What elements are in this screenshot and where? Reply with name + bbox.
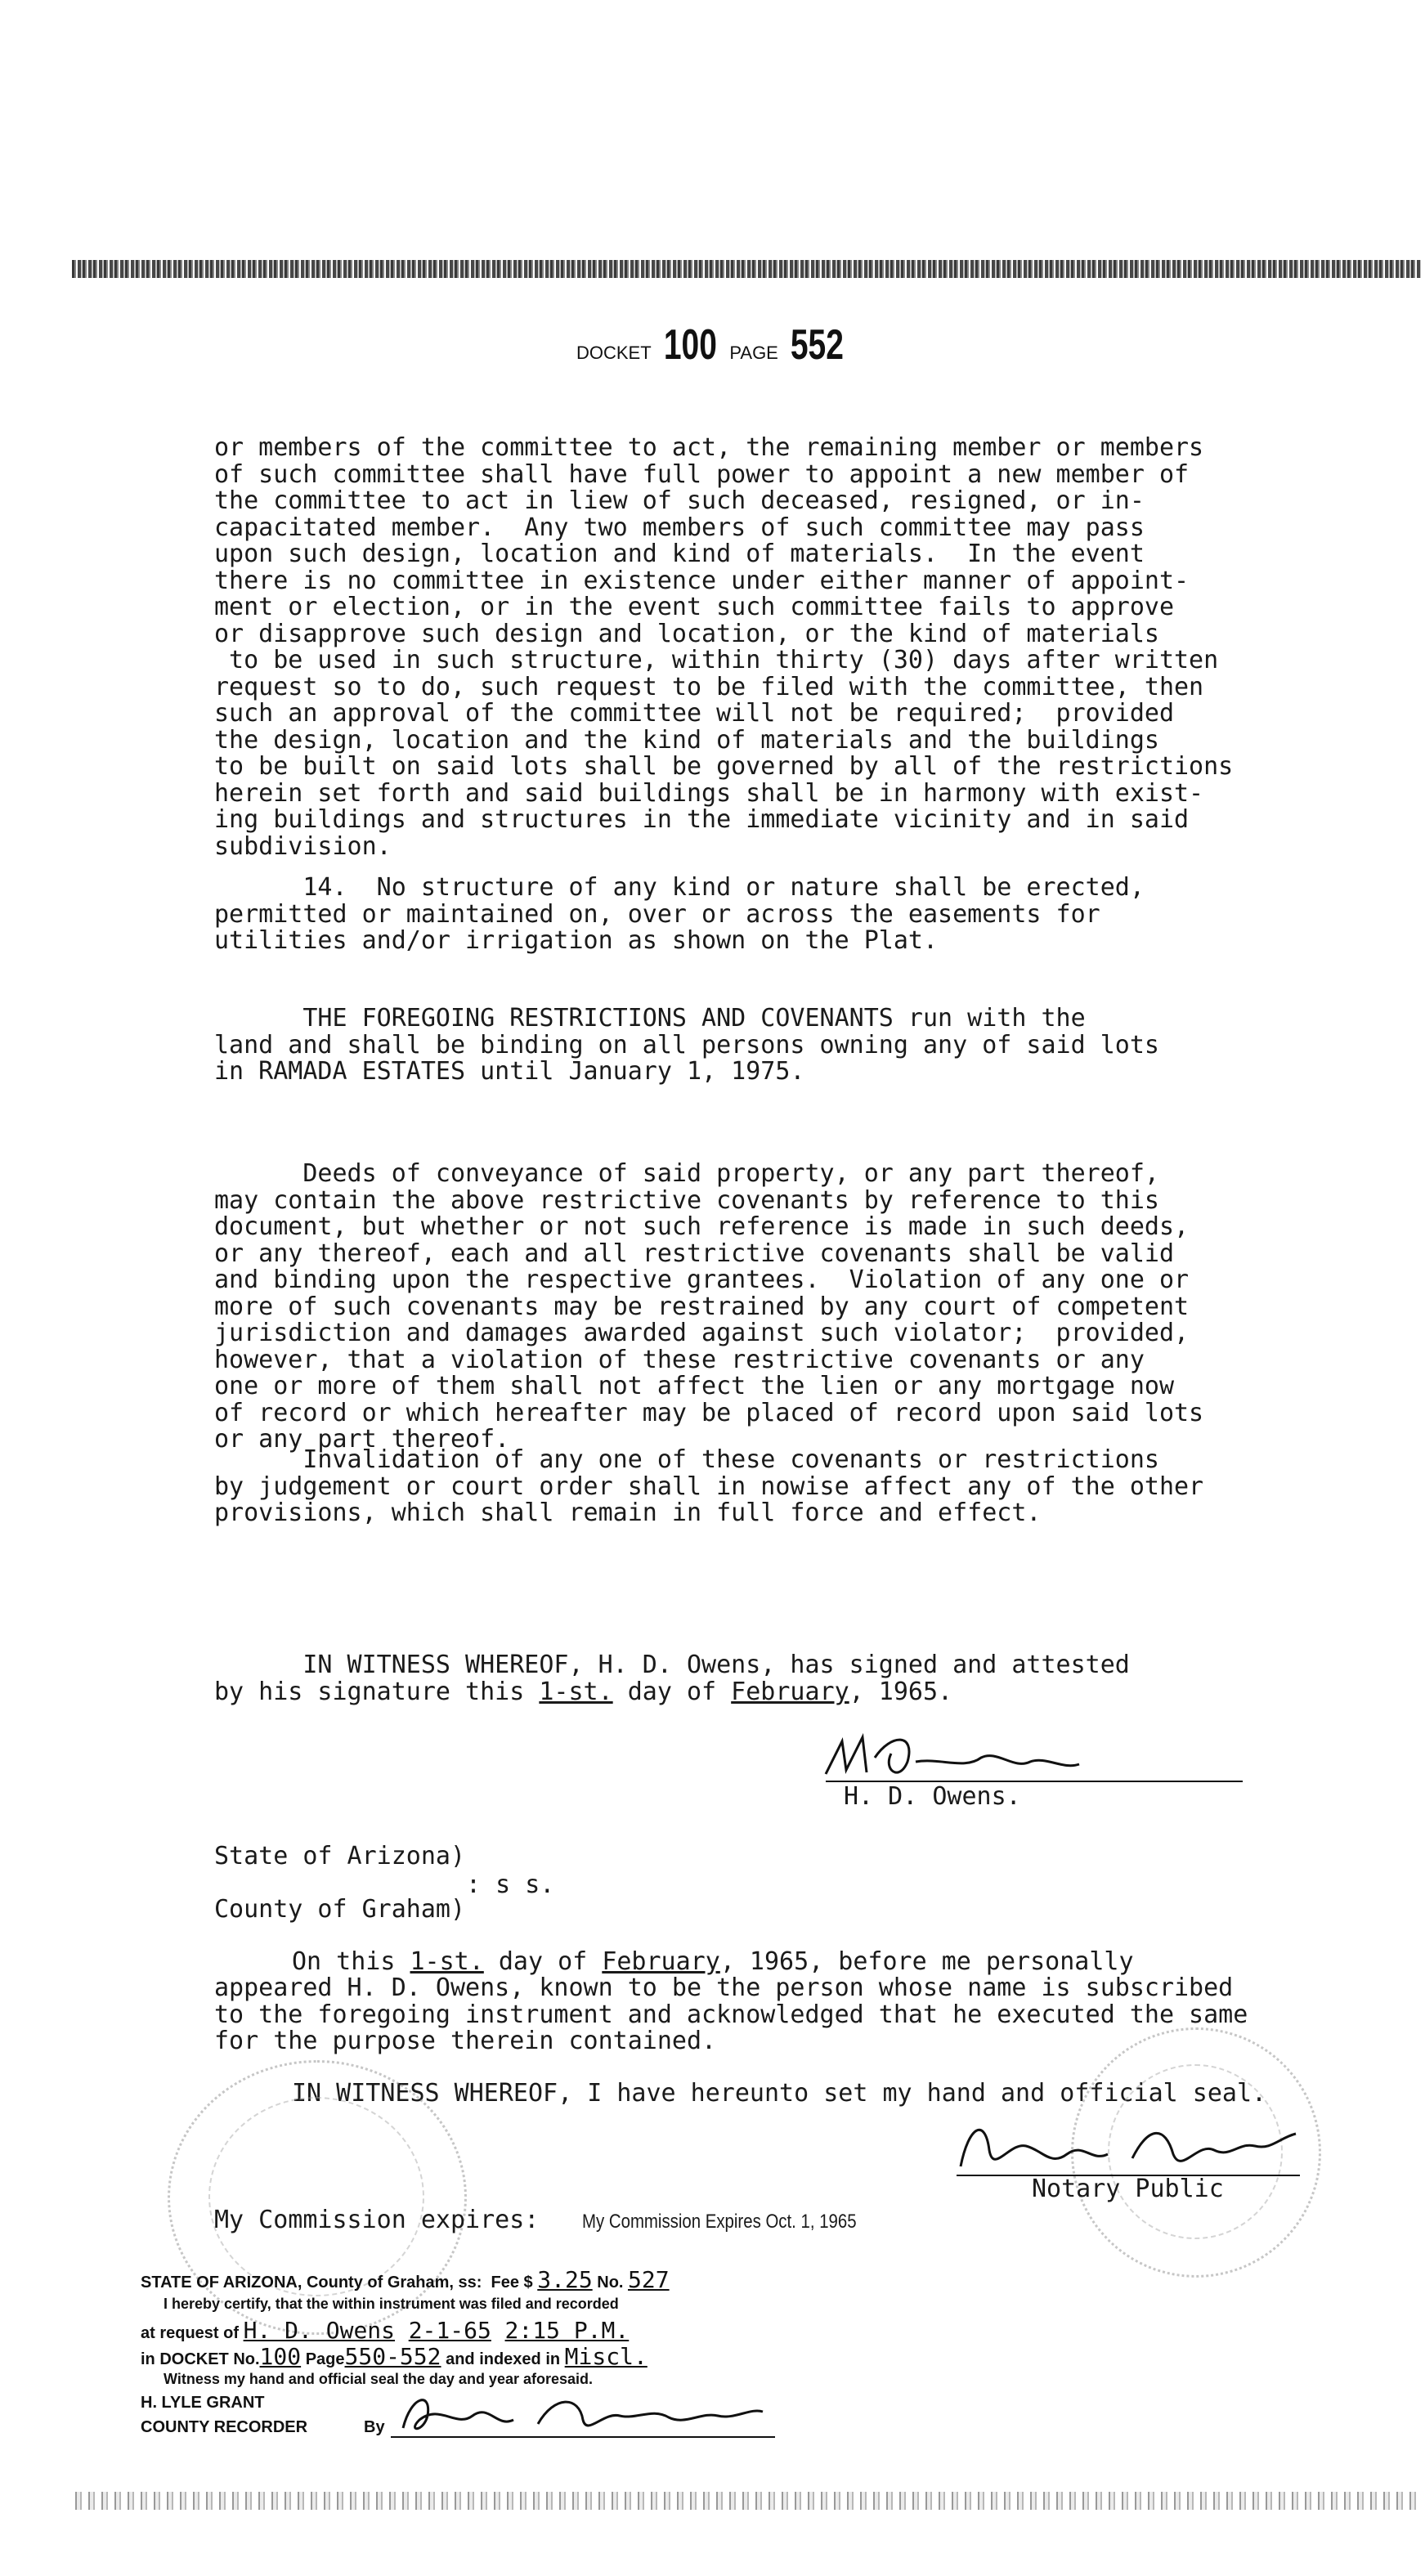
text-line: or disapprove such design and location, or the kind of materials [214,619,1159,648]
text-line: of record or which hereafter may be placed of record upon said lots [214,1398,1204,1427]
docket-label: DOCKET [576,343,652,363]
recorder-state: STATE OF ARIZONA, County of Graham, ss: Fee $ [141,2274,533,2292]
text-line: utilities and/or irrigation as shown on the Plat. [214,926,939,955]
text-line: Deeds of conveyance of said property, or any part thereof, [214,1159,1159,1188]
text-line: or members of the committee to act, the remaining member or members [214,433,1204,462]
witness-prefix: by his signature this [214,1678,540,1706]
notary-ss: : s s. [466,1870,555,1899]
text-line: to be used in such structure, within thirty (30) days after written [214,646,1219,674]
text-line: one or more of them shall not affect the lien or any mortgage now [214,1372,1174,1400]
text-line: however, that a violation of these restrictive covenants or any [214,1345,1145,1374]
text-line: request so to do, such request to be filed with the committee, then [214,672,1204,701]
text-line: permitted or maintained on, over or across the easements for [214,899,1100,929]
witness-suffix: , 1965. [849,1678,953,1706]
notary-day: 1-st. [410,1947,484,1976]
notary-mid: day of [483,1947,603,1976]
recorder-docket-label: in DOCKET No. [141,2350,260,2368]
text-line: and binding upon the respective grantees. Violation of any one or [214,1266,1190,1294]
text-line: provisions, which shall remain in full force and effect. [214,1499,1042,1527]
recorder-request-label: at request of [141,2324,240,2342]
recorder-fee: 3.25 [537,2266,593,2293]
witness-line-2 [214,1679,952,1705]
signer-name: H. D. Owens. [844,1782,1021,1811]
witness-day: 1-st. [539,1678,613,1706]
text-line: land and shall be binding on all persons owning any of said lots [214,1030,1159,1060]
witness-line-1: IN WITNESS WHEREOF, H. D. Owens, has signed and attested [214,1651,1130,1679]
notary-state: State of Arizona) [214,1842,466,1870]
recorder-signature-line [391,2436,775,2438]
scan-noise-bottom [72,2492,1421,2510]
recorder-line-3 [141,2317,629,2344]
witness-mid: day of [612,1678,732,1706]
notary-line-1 [292,1949,1134,1975]
page-number: 552 [791,321,845,369]
text-line: of such committee shall have full power to appoint a new member of [214,459,1190,489]
recorder-line-4 [141,2343,648,2370]
scan-noise-top [72,260,1421,278]
text-line: in RAMADA ESTATES until January 1, 1975. [214,1057,805,1086]
text-line: or any thereof, each and all restrictive covenants shall be valid [214,1239,1174,1268]
notary-line-4: for the purpose therein contained. [214,2027,717,2055]
notary-line-3: to the foregoing instrument and acknowledged that he executed the same [214,2000,1248,2029]
witness-month: February [731,1678,849,1706]
recorder-date: 2-1-65 [408,2317,491,2344]
text-line: the committee to act in liew of such deceased, resigned, or in- [214,486,1145,515]
paragraph-easements [214,875,1145,955]
notary-suffix: , 1965, before me personally [719,1947,1134,1976]
text-line: or any part thereof. [214,1425,510,1454]
text-line: herein set forth and said buildings shall be in harmony with exist- [214,778,1204,808]
text-line: 14. No structure of any kind or nature shall be erected, [214,873,1145,902]
recorder-requester: H. D. Owens [243,2317,396,2344]
recorder-title: COUNTY RECORDER [141,2418,308,2436]
notary-county: County of Graham) [214,1895,466,1924]
notary-month: February [602,1947,720,1976]
recorder-no-label: No. [592,2274,624,2292]
page-label: PAGE [729,343,778,363]
notary-signature [952,2109,1312,2183]
recorder-page-label: Page [305,2350,345,2368]
notary-title: Notary Public [1032,2175,1224,2203]
notary-witness-line: IN WITNESS WHEREOF, I have hereunto set my hand and official seal. [292,2079,1267,2108]
recorder-signature [391,2383,767,2444]
recorder-certify: I hereby certify, that the within instrument was filed and recorded [164,2296,619,2312]
recorder-line-1 [141,2266,670,2293]
text-line: ing buildings and structures in the immediate vicinity and in said [214,805,1190,834]
recorder-number: 527 [628,2266,670,2293]
recorder-time: 2:15 P.M. [504,2317,630,2344]
recorder-witness: Witness my hand and official seal the day and year aforesaid. [164,2371,594,2387]
text-line: by judgement or court order shall in nowise affect any of the other [214,1472,1204,1501]
commission-label: My Commission expires: [214,2206,540,2234]
paragraph-foregoing [214,1006,1159,1086]
recorder-indexed-label: and indexed in [446,2350,561,2368]
notary-prefix: On this [292,1947,410,1976]
text-line: such an approval of the committee will not be required; provided [214,699,1174,728]
recorder-by-label: By [364,2418,385,2436]
recorder-pages: 550-552 [344,2343,441,2370]
recorder-index: Miscl. [564,2343,648,2370]
text-line: Invalidation of any one of these covenants or restrictions [214,1445,1159,1474]
text-line: the design, location and the kind of materials and the buildings [214,725,1159,755]
text-line: may contain the above restrictive covenants by reference to this [214,1185,1159,1215]
docket-number: 100 [663,321,718,369]
text-line: ment or election, or in the event such committee fails to approve [214,593,1174,621]
text-line: more of such covenants may be restrained by any court of competent [214,1292,1190,1321]
text-line: jurisdiction and damages awarded against such violator; provided, [214,1319,1190,1347]
notary-line-2: appeared H. D. Owens, known to be the person whose name is subscribed [214,1973,1234,2002]
commission-stamp: My Commission Expires Oct. 1, 1965 [582,2211,857,2233]
recorder-name: H. LYLE GRANT [141,2394,265,2412]
paragraph-invalidation [214,1447,1203,1527]
text-line: document, but whether or not such reference is made in such deeds, [214,1212,1190,1241]
recorder-docket: 100 [259,2343,302,2370]
text-line: THE FOREGOING RESTRICTIONS AND COVENANTS run with the [214,1004,1086,1033]
text-line: subdivision. [214,831,392,861]
paragraph-committee [214,435,1233,860]
text-line: to be built on said lots shall be governed by all of the restrictions [214,752,1234,781]
docket-header [576,320,853,370]
text-line: capacitated member. Any two members of such committee may pass [214,513,1145,542]
text-line: upon such design, location and kind of materials. In the event [214,540,1145,568]
text-line: there is no committee in existence under either manner of appoint- [214,566,1190,595]
paragraph-deeds [214,1161,1203,1454]
